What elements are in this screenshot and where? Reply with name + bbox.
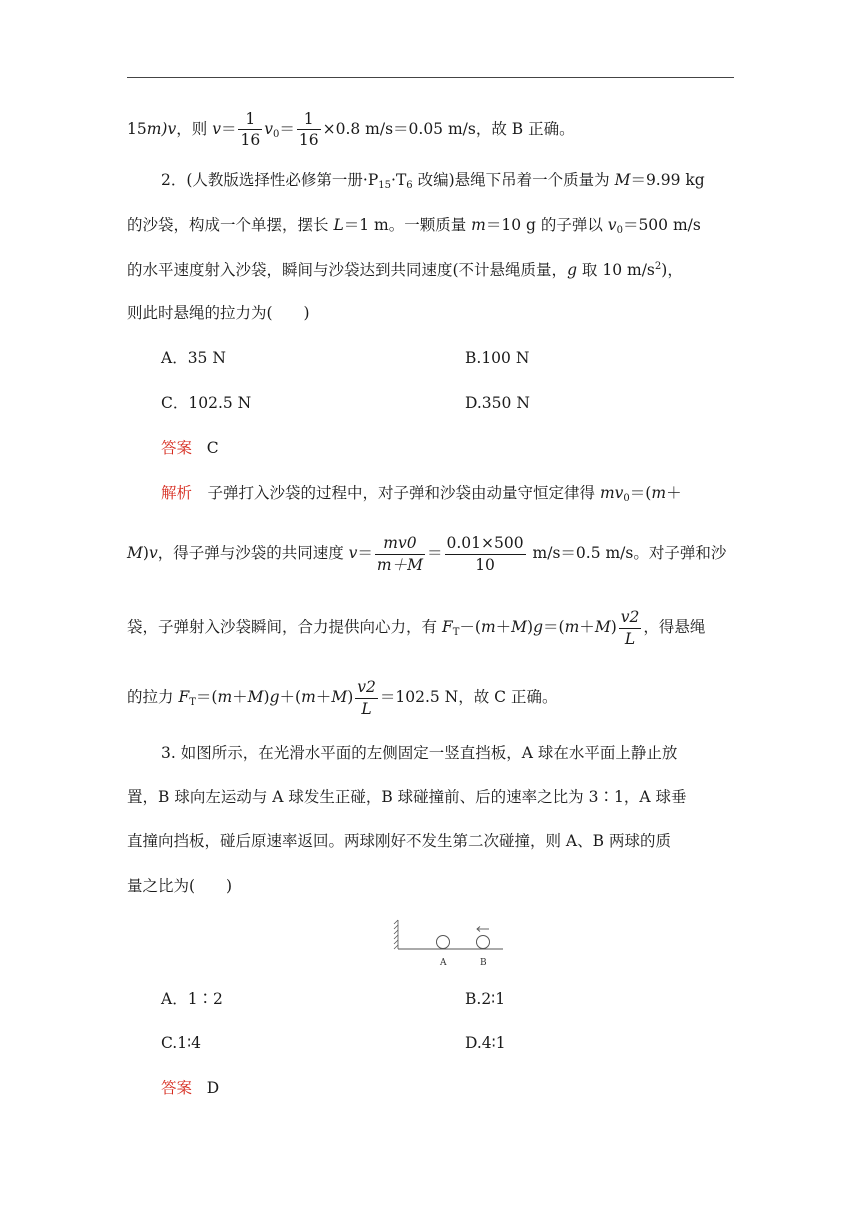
ball-a xyxy=(437,936,450,949)
q2-stem-line2: 的沙袋，构成一个单摆，摆长 L＝1 m。一颗质量 m＝10 g 的子弹以 $v_0=500$ m/s xyxy=(127,216,701,236)
q2-analysis-line1: 解析 子弹打入沙袋的过程中，对子弹和沙袋由动量守恒定律得 $mv_0=(m+$ xyxy=(161,484,682,504)
label-b: B xyxy=(480,958,487,968)
q2-option-b: B.100 N xyxy=(465,349,530,367)
q2-stem-line3: 的水平速度射入沙袋，瞬间与沙袋达到共同速度(不计悬绳质量，g 取 10 $m/s^2$)， xyxy=(127,261,683,279)
q3-stem-line1: 3. 如图所示，在光滑水平面的左侧固定一竖直挡板，A 球在水平面上静止放 xyxy=(161,744,678,762)
q2-option-a: A．35 N xyxy=(161,349,226,367)
answer-value: D xyxy=(206,1079,220,1097)
answer-label: 答案 xyxy=(161,1079,193,1097)
q3-option-c: C.1∶4 xyxy=(161,1034,201,1052)
q3-stem-line4: 量之比为( ) xyxy=(127,877,233,895)
q2-stem-line4: 则此时悬绳的拉力为( ) xyxy=(127,304,310,322)
q2-analysis-line3: 袋，子弹射入沙袋瞬间，合力提供向心力，有 $F_T-(m+M)g=(m+M)$ $\frac{v2}{L}$ ，得悬绳 xyxy=(127,608,706,648)
q3-answer xyxy=(161,1076,768,1100)
q2-option-d: D.350 N xyxy=(465,394,530,412)
wall-hatch xyxy=(394,920,398,949)
q3-figure xyxy=(393,918,505,970)
q3-option-d: D.4∶1 xyxy=(465,1034,506,1052)
answer-label: 答案 xyxy=(161,439,193,457)
q2-option-c: C．102.5 N xyxy=(161,394,252,412)
label-a: A xyxy=(440,958,447,968)
left-arrow-icon xyxy=(477,927,489,932)
q2-analysis-line2: M)v，得子弹与沙袋的共同速度 v＝ $\frac{mv0}{m+M}$ ＝ $\frac{0.01\times 500}{10}$ m/s＝0.5 m/s。对子弹和沙 xyxy=(127,534,727,574)
ball-b xyxy=(477,936,490,949)
q3-stem-line3: 直撞向挡板，碰后原速率返回。两球刚好不发生第二次碰撞，则 A、B 两球的质 xyxy=(127,832,671,850)
header-rule xyxy=(127,77,734,78)
q3-option-b: B.2∶1 xyxy=(465,990,506,1008)
q2-stem-line1: 2．(人教版选择性必修第一册$\cdot P_{15}\cdot T_6$ 改编)悬绳下吊着一个质量为 M＝9.99 kg xyxy=(161,171,705,191)
q3-option-a: A．1∶2 xyxy=(161,990,223,1008)
q3-stem-line2: 置，B 球向左运动与 A 球发生正碰，B 球碰撞前、后的速率之比为 3∶1，A 球垂 xyxy=(127,788,687,806)
solution-continuation: 15m)v，则 v＝ $\frac{1}{16}$ $v_0=$ $\frac{1}{16}$ ×0.8 m/s＝0.05 m/s，故 B 正确。 xyxy=(127,110,575,150)
q2-answer xyxy=(161,436,768,460)
q2-analysis-line4: 的拉力 $F_T=(m+M)g+(m+M)$ $\frac{v2}{L}$ ＝102.5 N，故 C 正确。 xyxy=(127,678,558,718)
analysis-label: 解析 xyxy=(161,484,193,502)
answer-value: C xyxy=(206,439,219,457)
